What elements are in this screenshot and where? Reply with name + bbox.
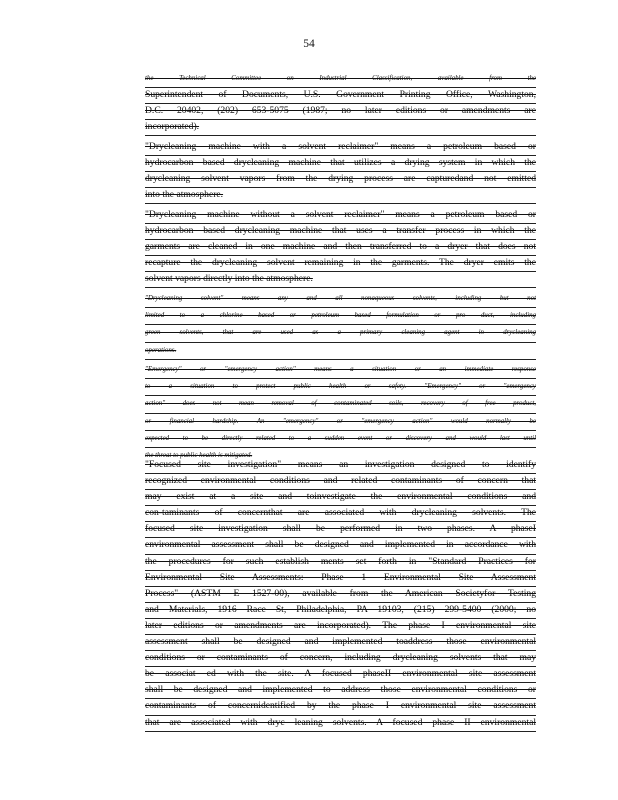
- text-line: assessment shall be designed and implemented toaddress those environmental: [145, 635, 536, 651]
- text-line: "Emergency" or "emergency action" means a situation or an immediate response: [145, 362, 536, 379]
- text-line: "Drycleaning solvent" means any and all nonaqueous solvents, including but not: [145, 291, 536, 308]
- paragraph-focused-site-investigation: [145, 458, 536, 732]
- text-line: D.C. 20402, (202) 653-5075 (1987; no later editions or amendments are: [145, 104, 536, 120]
- text-line: contaminants of concernidentified by the phase I environmental site assessment: [145, 699, 536, 715]
- text-line: that are associated with dryc leaning solvents. A focused phase II environmental: [145, 716, 536, 732]
- text-line: "Drycleaning machine without a solvent reclaimer" means a petroleum based or: [145, 208, 536, 224]
- text-line: con-taminants of concernthat are associated with drycleaning solvents. The: [145, 506, 536, 522]
- text-line: the procedures for such establish ments set forth in "Standard Practices for: [145, 555, 536, 571]
- text-line: recognized environmental conditions and related contaminants of concern that: [145, 474, 536, 490]
- text-line: be associat ed with the site. A focused phaseII environmental site assessment: [145, 667, 536, 683]
- text-line: and Materials, 1916 Race St, Philadelphia, PA 19103, (215) 299-5400 (2000; no: [145, 603, 536, 619]
- text-line: incorporated).: [145, 120, 536, 136]
- text-line: garments are cleaned in one machine and then transferred to a dryer that does not: [145, 240, 536, 256]
- text-line: later editions or amendments are incorporated). The phase I environmental site: [145, 619, 536, 635]
- text-line: operations.: [145, 343, 536, 360]
- text-line: may exist at a site and toinvestigate the environmental conditions and: [145, 490, 536, 506]
- page-number: 54: [303, 38, 315, 50]
- text-line: Process" (ASTM E 1527-00), available from the American Societyfor Testing: [145, 587, 536, 603]
- text-line: Environmental Site Assessments: Phase 1 Environmental Site Assessment: [145, 571, 536, 587]
- text-line: solvent vapors directly into the atmosphere.: [145, 272, 536, 288]
- text-line: into the atmosphere.: [145, 188, 536, 204]
- text-line: or financial hardship. An "emergency" or "emergency action" would normally be: [145, 414, 536, 431]
- text-line: Superintendent of Documents, U.S. Government Printing Office, Washington,: [145, 88, 536, 104]
- text-line: action" does not mean removal of contaminated soils, recovery of free product,: [145, 396, 536, 413]
- text-line: shall be designed and implemented to address those environmental conditions or: [145, 683, 536, 699]
- text-line: focused site investigation shall be performed in two phases. A phaseI: [145, 522, 536, 538]
- text-line: to a situation to protect public health or safety. "Emergency" or "emergency: [145, 379, 536, 396]
- paragraph-drycleaning-machine-with-reclaimer: [145, 140, 536, 204]
- text-line: expected to be directly related to a sudden event or discovery and would last until: [145, 431, 536, 448]
- paragraph-technical-committee-reference: [145, 72, 536, 136]
- text-line: hydrocarbon based drycleaning machine that utilizes a drying system in which the: [145, 156, 536, 172]
- paragraph-emergency-action: [145, 362, 536, 465]
- text-line: green solvents, that are used as a primary cleaning agent in drycleaning: [145, 325, 536, 342]
- text-line: the threat to public health is mitigated.: [145, 448, 536, 465]
- paragraph-drycleaning-machine-without-reclaimer: [145, 208, 536, 288]
- text-line: the Technical Committee on Industrial Classification, available from the: [145, 72, 536, 88]
- text-line: "Focused site investigation" means an investigation designed to identify: [145, 458, 536, 474]
- text-line: recapture the drycleaning solvent remaining in the garments. The dryer emits the: [145, 256, 536, 272]
- text-line: environmental assessment shall be designed and implemented in accordance with: [145, 538, 536, 554]
- paragraph-drycleaning-solvent: [145, 291, 536, 360]
- text-line: limited to a chlorine based or petroleum based formulation or pro duct, including: [145, 308, 536, 325]
- text-line: drycleaning solvent vapors from the drying process are capturedand not emitted: [145, 172, 536, 188]
- text-line: hydrocarbon based drycleaning machine that uses a transfer process in which the: [145, 224, 536, 240]
- text-line: conditions or contaminants of concern, including drycleaning solvents that may: [145, 651, 536, 667]
- text-line: "Drycleaning machine with a solvent reclaimer" means a petroleum based or: [145, 140, 536, 156]
